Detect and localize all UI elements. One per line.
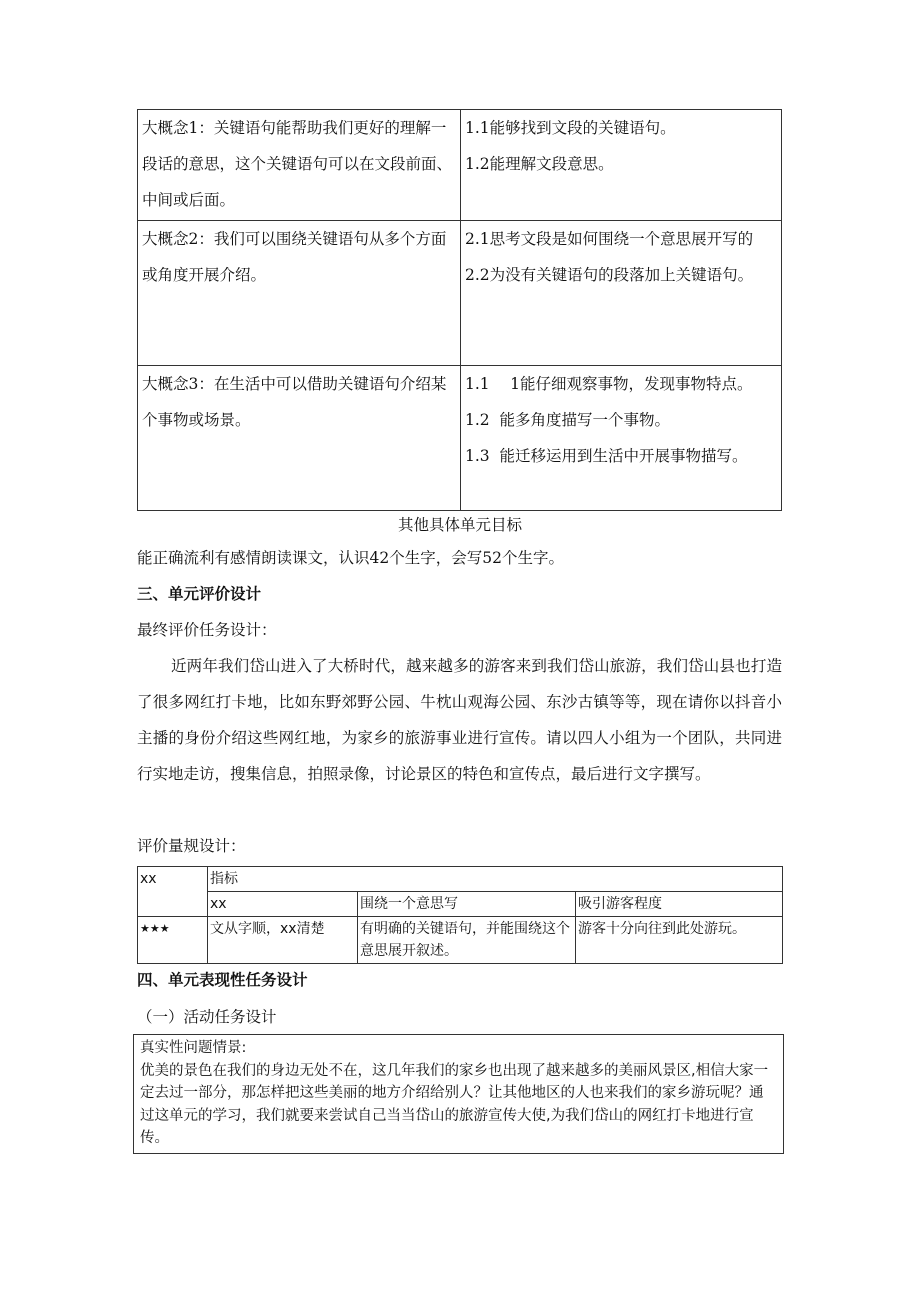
rubric-label: 评价量规设计： [137,837,246,855]
concept-cell: 大概念2：我们可以围绕关键语句从多个方面或角度开展介绍。 [138,221,461,366]
other-goals-title: 其他具体单元目标 [397,516,522,534]
scenario-title: 真实性问题情景: [140,1040,247,1056]
rubric-column-header: 吸引游客程度 [576,892,783,917]
rubric-corner: xx [138,867,208,917]
goal-item: 1.1 1能仔细观察事物，发现事物特点。 [465,375,753,393]
goals-cell [461,221,782,366]
scenario-box [133,1034,784,1154]
goals-cell [461,110,782,221]
table-row [138,917,783,964]
goal-item: 1.2 能多角度描写一个事物。 [465,411,671,429]
rubric-column-header: xx [208,892,358,917]
rubric-cell: 文从字顺，xx清楚 [208,917,358,964]
final-task-text: 近两年我们岱山进入了大桥时代，越来越多的游客来到我们岱山旅游，我们岱山县也打造了很多网红打卡地，比如东野郊野公园、牛枕山观海公园、东沙古镇等等，现在请你以抖音小主播的身份介绍这些网红地，为家乡的旅游事业进行宣传。请以四人小组为一个团队，共同进行实地走访，搜集信息，拍照录像，讨论景区的特色和宣传点，最后进行文字撰写。 [137,657,782,783]
rubric-cell: 有明确的关键语句，并能围绕这个意思展开叙述。 [358,917,576,964]
table-row [138,221,782,366]
rubric-table [137,866,783,964]
concept-cell: 大概念3：在生活中可以借助关键语句介绍某个事物或场景。 [138,366,461,511]
table-row [138,366,782,511]
goal-item: 1.2能理解文段意思。 [465,155,614,173]
concept-cell: 大概念1：关键语句能帮助我们更好的理解一段话的意思，这个关键语句可以在文段前面、中间或后面。 [138,110,461,221]
rubric-level: ★★★ [138,917,208,964]
section3-heading: 三、单元评价设计 [137,585,262,603]
rubric-column-header: 围绕一个意思写 [358,892,576,917]
rubric-indicator: 指标 [208,867,783,892]
other-goals-text: 能正确流利有感情朗读课文，认识42个生字，会写52个生字。 [137,549,564,567]
goal-item: 2.1思考文段是如何围绕一个意思展开写的 [465,230,754,248]
goal-item: 1.1能够找到文段的关键语句。 [465,119,676,137]
final-task-label: 最终评价任务设计： [137,621,277,639]
concept-table [137,109,782,511]
activity-heading: （一）活动任务设计 [137,1008,277,1026]
table-row [138,892,783,917]
table-row [138,110,782,221]
scenario-text: 优美的景色在我们的身边无处不在，这几年我们的家乡也出现了越来越多的美丽风景区,相信大家一定去过一部分，那怎样把这些美丽的地方介绍给别人？让其他地区的人也来我们的家乡游玩呢？通过这单元的学习，我们就要来尝试自己当当岱山的旅游宣传大使,为我们岱山的网红打卡地进行宣传。 [140,1062,769,1146]
goal-item: 2.2为没有关键语句的段落加上关键语句。 [465,266,754,284]
rubric-cell: 游客十分向往到此处游玩。 [576,917,783,964]
goals-cell [461,366,782,511]
section4-heading: 四、单元表现性任务设计 [137,971,308,989]
table-row [138,867,783,892]
goal-item: 1.3 能迁移运用到生活中开展事物描写。 [465,447,748,465]
